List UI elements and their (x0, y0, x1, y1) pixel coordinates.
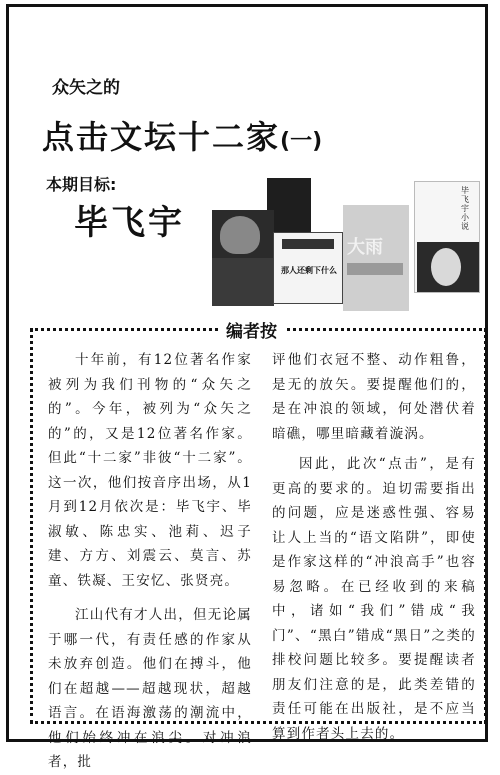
column-title: 众矢之的 (52, 78, 120, 98)
book-cover-5 (414, 181, 480, 293)
cover-portrait-image (220, 216, 260, 254)
editor-note-left-column (48, 348, 252, 775)
page-title-suffix: (一) (280, 129, 323, 154)
target-author-name: 毕飞宇 (74, 203, 185, 243)
editor-note-right-column (272, 348, 476, 746)
page-title (42, 112, 322, 158)
author-portrait-image (417, 242, 479, 292)
book-cover-3 (273, 232, 343, 304)
editor-note-title: 编者按 (218, 317, 285, 342)
book-cover-4 (343, 205, 409, 311)
book-cover-4-title: 大雨 (347, 237, 383, 258)
paragraph: 江山代有才人出，但无论属于哪一代，有责任感的作家从未放弃创造。他们在搏斗，他们在超越——超越现状，超越语言。在语海激荡的潮流中，他们始终冲在浪尖。对冲浪者，批 (48, 607, 252, 770)
cover-block (347, 263, 403, 275)
paragraph: 十年前，有12位著名作家被列为我们刊物的“众矢之的”。今年，被列为“众矢之的”的，又是12位著名作家。但此“十二家”非彼“十二家”。这一次，他们按音序出场，从1月到12月依次是：毕飞宇、毕淑敏、陈忠实、池莉、迟子建、方方、刘震云、莫言、苏童、铁凝、王安忆、张贤亮。 (48, 352, 252, 589)
cover-dark-band (212, 258, 274, 306)
book-cover-3-title: 那人还剩下什么 (281, 266, 337, 275)
paragraph: 评他们衣冠不整、动作粗鲁，是无的放矢。要提醒他们的，是在冲浪的领域，何处潜伏着暗礁，哪里暗藏着漩涡。 (272, 352, 476, 442)
target-label: 本期目标: (46, 175, 117, 194)
page-title-text: 点击文坛十二家 (42, 118, 281, 156)
book-cover-5-title: 毕飞宇小说 (461, 186, 469, 231)
book-cover-1 (212, 210, 274, 306)
cover-header-bar (282, 239, 334, 249)
paragraph: 因此，此次“点击”，是有更高的要求的。迫切需要指出的问题，应是迷惑性强、容易让人上当的“语文陷阱”，即使是作家这样的“冲浪高手”也容易忽略。在已经收到的来稿中，诸如“我们”错成“我门”、“黑白”错成“黑日”之类的排校问题比较多。要提醒读者朋友们注意的是，此类差错的责任可能在出版社，是不应当算到作者头上去的。 (272, 456, 476, 742)
